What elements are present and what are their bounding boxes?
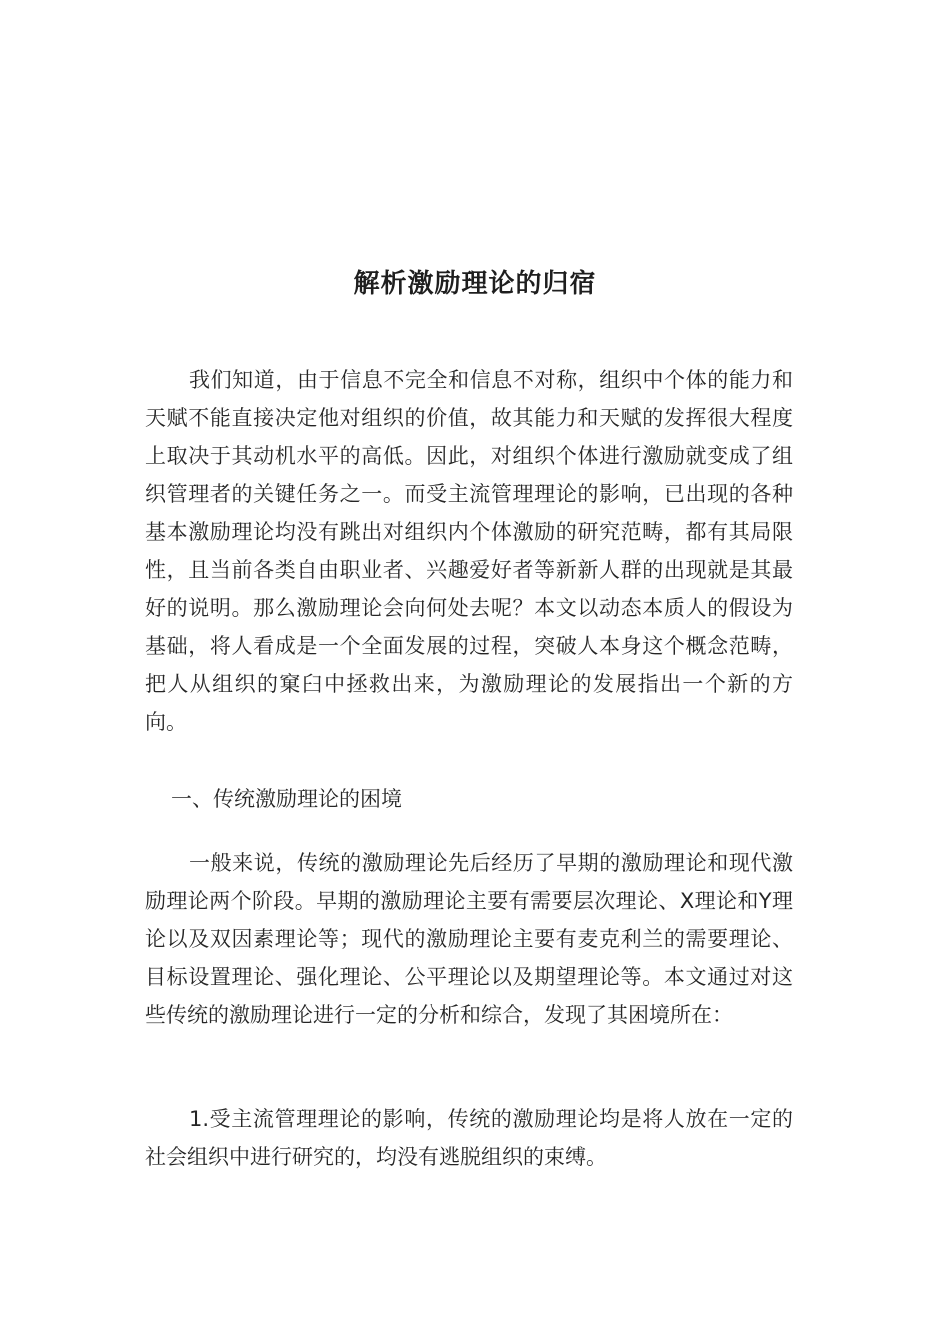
section-paragraph: 一般来说，传统的激励理论先后经历了早期的激励理论和现代激励理论两个阶段。早期的激励理论主要有需要层次理论、X理论和Y理论以及双因素理论等；现代的激励理论主要有麦克利兰的需要理论、目标设置理论、强化理论、公平理论以及期望理论等。本文通过对这些传统的激励理论进行一定的分析和综合，发现了其困境所在： (145, 851, 793, 1027)
section-list-item: 1.受主流管理理论的影响，传统的激励理论均是将人放在一定的社会组织中进行研究的，均没有逃脱组织的束缚。 (145, 1107, 793, 1169)
intro-paragraph: 我们知道，由于信息不完全和信息不对称，组织中个体的能力和天赋不能直接决定他对组织的价值，故其能力和天赋的发挥很大程度上取决于其动机水平的高低。因此，对组织个体进行激励就变成了组织管理者的关键任务之一。而受主流管理理论的影响，已出现的各种基本激励理论均没有跳出对组织内个体激励的研究范畴，都有其局限性，且当前各类自由职业者、兴趣爱好者等新新人群的出现就是其最好的说明。那么激励理论会向何处去呢？本文以动态本质人的假设为基础，将人看成是一个全面发展的过程，突破人本身这个概念范畴，把人从组织的窠臼中拯救出来，为激励理论的发展指出一个新的方向。 (145, 368, 793, 734)
section-heading: 一、传统激励理论的困境 (171, 787, 402, 811)
document-title: 解析激励理论的归宿 (353, 269, 597, 299)
